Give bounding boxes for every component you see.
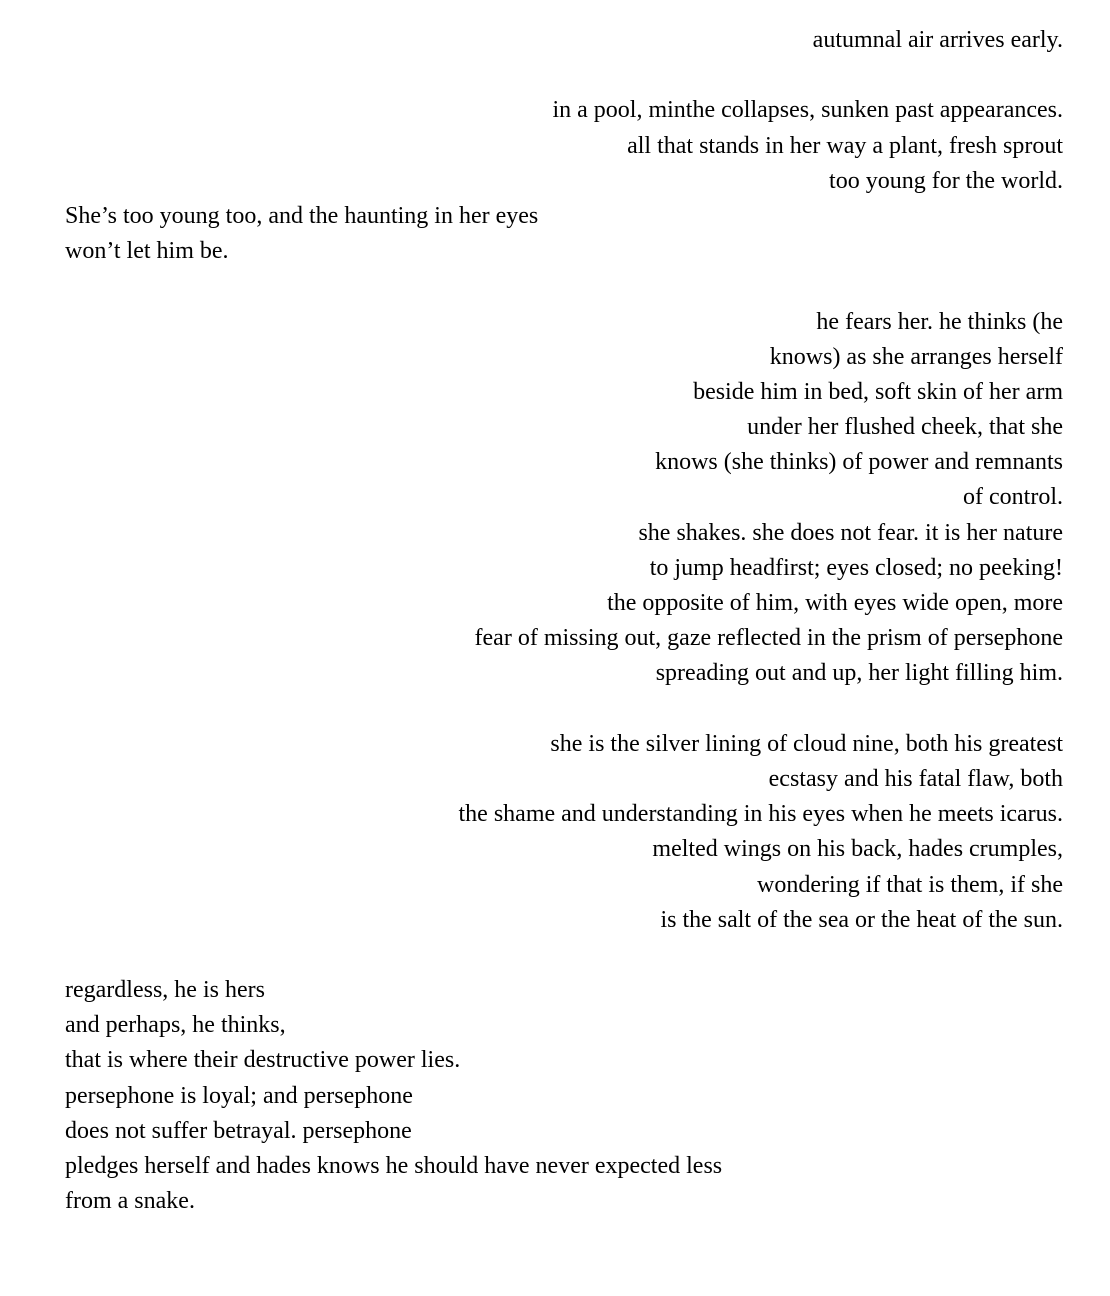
poem-line: too young for the world.	[829, 167, 1063, 194]
stanza-break	[65, 269, 1063, 304]
poem-line: pledges herself and hades knows he should have never expected less	[65, 1153, 723, 1179]
poem-line: fear of missing out, gaze reflected in the prism of persephone	[474, 625, 1063, 652]
stanza-break	[65, 938, 1063, 973]
poem-line: regardless, he is hers	[65, 977, 265, 1004]
poem-line: autumnal air arrives early.	[812, 27, 1063, 53]
stanza-break	[65, 58, 1063, 93]
poem-line: beside him in bed, soft skin of her arm	[693, 378, 1063, 405]
stanza-break	[65, 692, 1063, 727]
poem-line: She’s too young too, and the haunting in her eyes	[65, 202, 539, 229]
poem-line: all that stands in her way a plant, fresh sprout	[627, 132, 1063, 159]
poem-line: to jump headfirst; eyes closed; no peeking!	[649, 554, 1063, 581]
poem-line: he fears her. he thinks (he	[816, 308, 1063, 335]
poem-line: the shame and understanding in his eyes when he meets icarus.	[458, 801, 1063, 828]
poem-line: knows (she thinks) of power and remnants	[655, 449, 1063, 476]
poem-line: melted wings on his back, hades crumples,	[652, 836, 1063, 863]
poem-line: that is where their destructive power lies.	[65, 1047, 461, 1074]
poem-line: she shakes. she does not fear. it is her nature	[638, 519, 1063, 546]
poem-line: knows) as she arranges herself	[769, 343, 1063, 370]
poem-line: from a snake.	[65, 1188, 195, 1215]
poem-line: and perhaps, he thinks,	[65, 1012, 286, 1039]
poem-line: spreading out and up, her light filling him.	[655, 660, 1063, 687]
poem-line: is the salt of the sea or the heat of the sun.	[660, 906, 1063, 933]
poem-line: wondering if that is them, if she	[757, 871, 1063, 898]
poem-line: does not suffer betrayal. persephone	[65, 1117, 412, 1144]
poem	[65, 23, 1063, 1219]
poem-line: she is the silver lining of cloud nine, both his greatest	[550, 730, 1063, 757]
poem-line: persephone is loyal; and persephone	[65, 1082, 413, 1109]
poem-line: ecstasy and his fatal flaw, both	[768, 765, 1063, 792]
poem-line: under her flushed cheek, that she	[747, 414, 1063, 441]
poem-line: won’t let him be.	[65, 238, 229, 265]
poem-line: in a pool, minthe collapses, sunken past appearances.	[552, 97, 1063, 124]
poem-line: the opposite of him, with eyes wide open, more	[607, 590, 1063, 616]
poem-line: of control.	[963, 484, 1063, 511]
